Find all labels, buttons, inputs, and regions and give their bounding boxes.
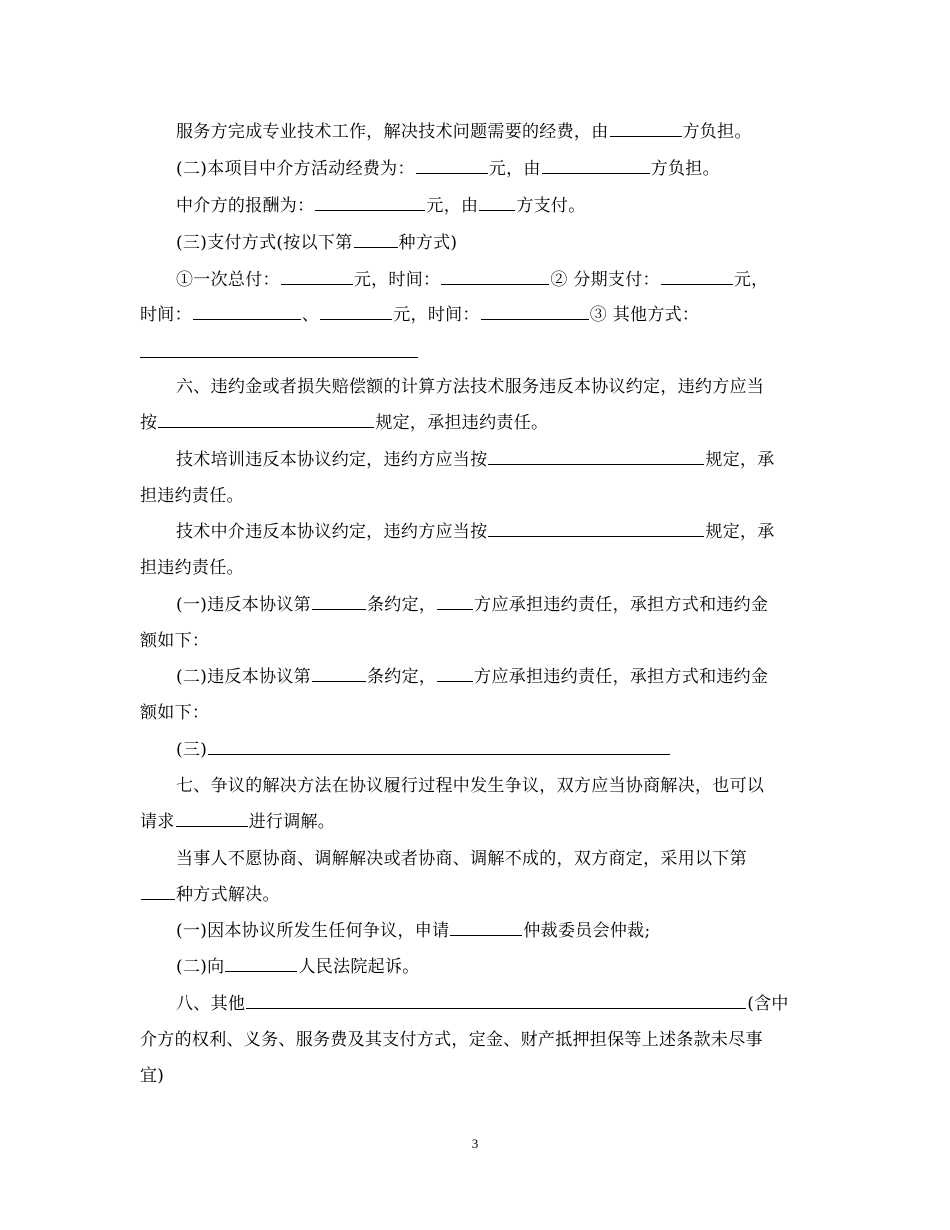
paragraph-line: 中介方的报酬为： 元，由 方支付。 (176, 196, 586, 216)
fill-blank (661, 268, 733, 285)
fill-blank-line (140, 357, 418, 358)
fill-blank (610, 120, 682, 137)
fill-blank (441, 268, 549, 285)
paragraph-line: 宜) (140, 1066, 165, 1086)
paragraph-line: 技术中介违反本协议约定，违约方应当按 规定，承 (176, 522, 775, 542)
fill-blank (542, 157, 650, 174)
paragraph-line: 技术培训违反本协议约定，违约方应当按 规定，承 (176, 450, 775, 470)
fill-blank (315, 194, 425, 211)
paragraph-line: 担违约责任。 (140, 486, 244, 506)
fill-blank (479, 194, 515, 211)
fill-blank (208, 738, 670, 755)
fill-blank (246, 992, 746, 1009)
paragraph-line: 种方式解决。 (140, 883, 820, 907)
fill-blank (481, 303, 589, 320)
paragraph-line: 六、违约金或者损失赔偿额的计算方法技术服务违反本协议约定，违约方应当 (176, 377, 765, 397)
paragraph-line: 时间： 、 元，时间： ③ 其他方式： (140, 305, 700, 325)
paragraph-line: (三)支付方式(按以下第 种方式) (176, 233, 458, 253)
paragraph-line: 按 规定，承担违约责任。 (140, 413, 549, 433)
paragraph-line: (二)本项目中介方活动经费为： 元，由 方负担。 (176, 159, 720, 179)
fill-blank (141, 883, 175, 900)
paragraph-line: 介方的权利、义务、服务费及其支付方式，定金、财产抵押担保等上述条款未尽事 (140, 1030, 763, 1050)
page-number: 3 (471, 1136, 479, 1151)
paragraph-line: 当事人不愿协商、调解解决或者协商、调解不成的，双方商定，采用以下第 (176, 849, 747, 869)
paragraph-line: (一)因本协议所发生任何争议，申请 仲裁委员会仲裁; (176, 921, 651, 941)
fill-blank (320, 303, 392, 320)
paragraph-line: ①一次总付： 元，时间： ② 分期支付： 元， (176, 270, 769, 290)
fill-blank (281, 268, 353, 285)
paragraph-line: (三) (176, 738, 856, 762)
paragraph-line: 七、争议的解决方法在协议履行过程中发生争议，双方应当协商解决，也可以 (176, 776, 765, 796)
fill-blank (158, 411, 374, 428)
paragraph-line: 额如下： (140, 703, 210, 723)
fill-blank (312, 665, 366, 682)
fill-blank (193, 303, 301, 320)
fill-blank (437, 665, 473, 682)
fill-blank (312, 593, 366, 610)
fill-blank (416, 157, 488, 174)
paragraph-line: 担违约责任。 (140, 558, 244, 578)
paragraph-line: 额如下： (140, 631, 210, 651)
fill-blank (450, 919, 522, 936)
fill-blank (225, 955, 297, 972)
paragraph-line: 请求 进行调解。 (140, 812, 336, 832)
fill-blank (176, 810, 248, 827)
fill-blank (488, 448, 704, 465)
paragraph-line: (二)违反本协议第 条约定， 方应承担违约责任，承担方式和违约金 (176, 667, 769, 687)
paragraph-line: (一)违反本协议第 条约定， 方应承担违约责任，承担方式和违约金 (176, 595, 769, 615)
paragraph-line: (二)向 人民法院起诉。 (176, 957, 420, 977)
fill-blank (488, 520, 704, 537)
fill-blank (437, 593, 473, 610)
paragraph-line: 服务方完成专业技术工作，解决技术问题需要的经费，由 方负担。 (176, 122, 752, 142)
paragraph-line: 八、其他 (含中 (176, 994, 789, 1014)
fill-blank (354, 231, 398, 248)
